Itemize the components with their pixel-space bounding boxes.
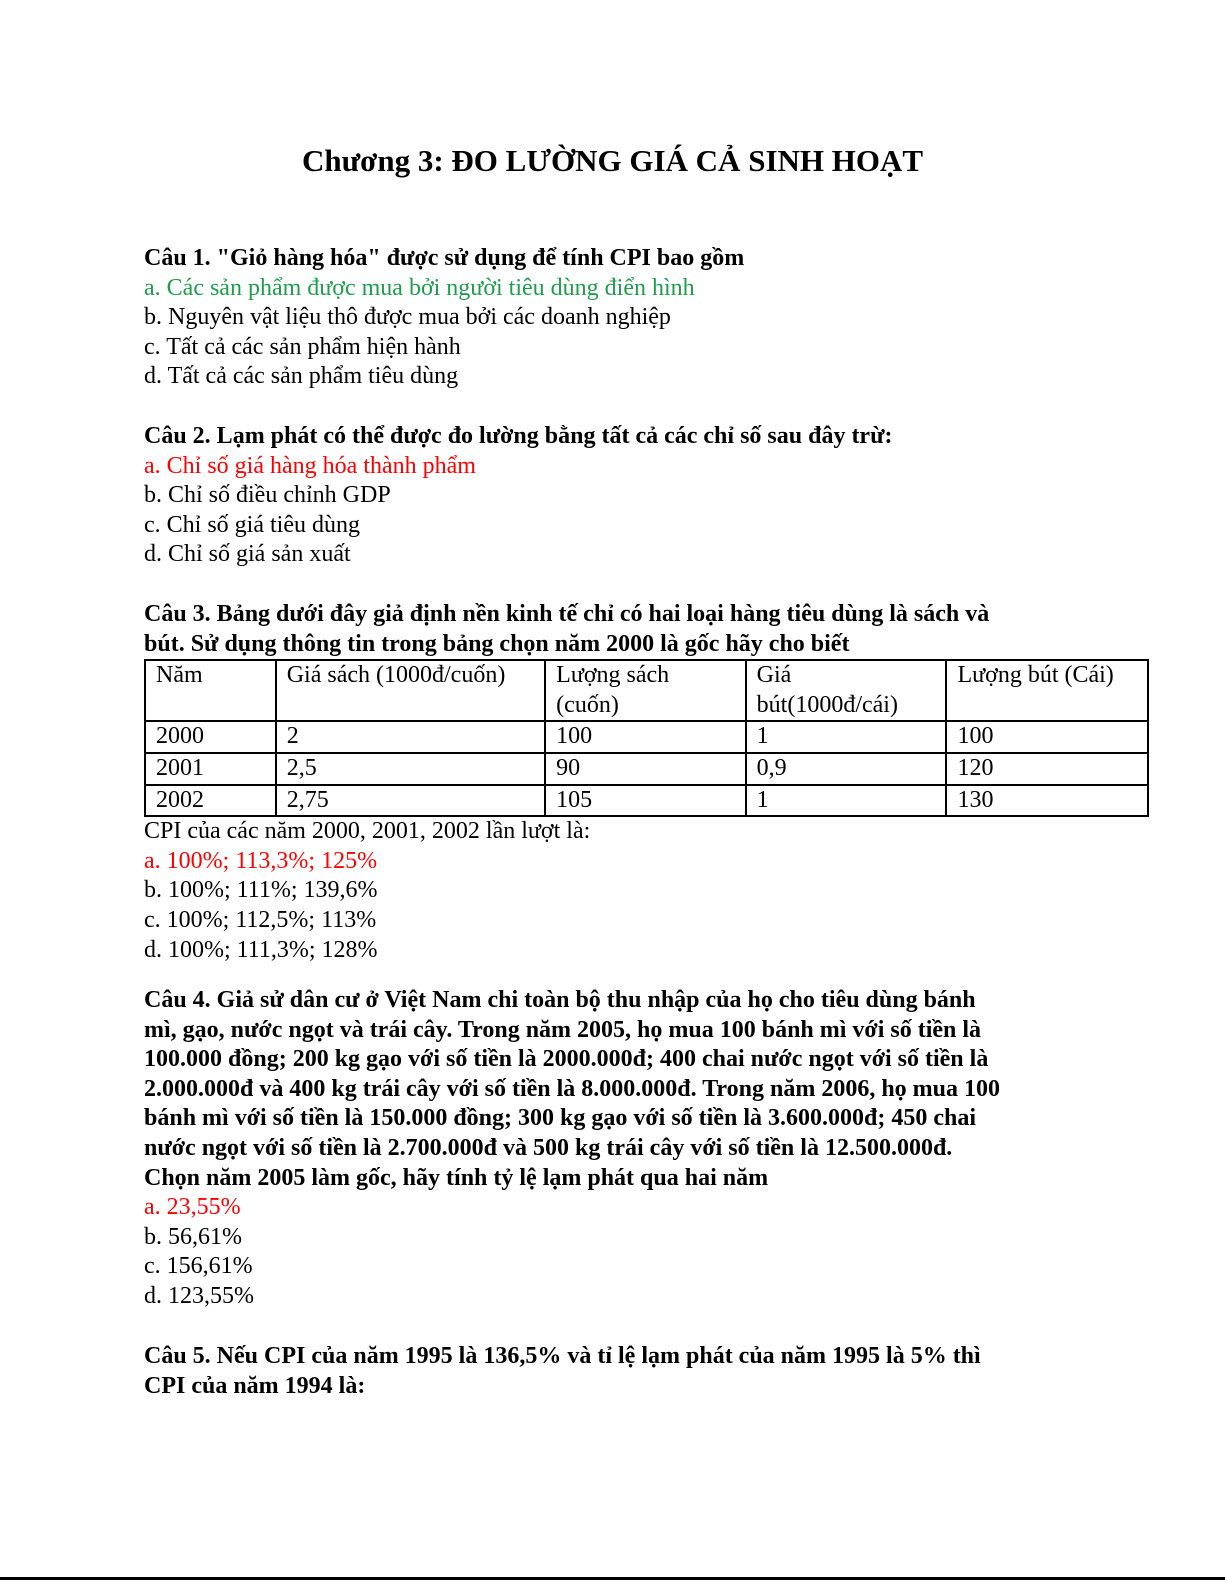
question-4-option-d: d. 123,55% — [144, 1282, 254, 1309]
header-year: Năm — [145, 660, 276, 721]
question-4-prompt-line: mì, gạo, nước ngọt và trái cây. Trong năm 2005, họ mua 100 bánh mì với số tiền là — [144, 1016, 982, 1043]
page-bottom-rule — [0, 1577, 1225, 1580]
question-1-option-b: b. Nguyên vật liệu thô được mua bởi các doanh nghiệp — [144, 304, 671, 331]
question-2-option-c: c. Chỉ số giá tiêu dùng — [144, 511, 360, 538]
question-1-option-c: c. Tất cả các sản phẩm hiện hành — [144, 333, 461, 360]
table-cell: 2002 — [145, 785, 276, 817]
table-cell: 105 — [545, 785, 745, 817]
question-4-prompt-line: 100.000 đồng; 200 kg gạo với số tiền là 2000.000đ; 400 chai nước ngọt với số tiền là — [144, 1046, 989, 1073]
question-4-prompt-line: 2.000.000đ và 400 kg trái cây với số tiền là 8.000.000đ. Trong năm 2006, họ mua 100 — [144, 1075, 1001, 1102]
question-4-prompt-line: Chọn năm 2005 làm gốc, hãy tính tỷ lệ lạm phát qua hai năm — [144, 1164, 769, 1191]
question-4-option-b: b. 56,61% — [144, 1223, 242, 1250]
table-cell: 120 — [946, 753, 1148, 785]
table-cell: 2000 — [145, 721, 276, 753]
question-5-prompt-line: CPI của năm 1994 là: — [144, 1372, 366, 1399]
question-1-option-a: a. Các sản phẩm được mua bởi người tiêu dùng điển hình — [144, 274, 695, 301]
header-pen-price: Giá bút(1000đ/cái) — [746, 660, 947, 721]
table-cell: 130 — [946, 785, 1148, 817]
question-3-option-d: d. 100%; 111,3%; 128% — [144, 936, 378, 963]
question-1-option-d: d. Tất cả các sản phẩm tiêu dùng — [144, 363, 459, 390]
question-4-option-a: a. 23,55% — [144, 1194, 241, 1221]
question-1 — [144, 244, 1080, 392]
question-3-after-table: CPI của các năm 2000, 2001, 2002 lần lượt là: — [144, 818, 591, 845]
question-3-prompt-line-2: bút. Sử dụng thông tin trong bảng chọn năm 2000 là gốc hãy cho biết — [144, 630, 850, 657]
question-4-prompt-line: nước ngọt với số tiền là 2.700.000đ và 500 kg trái cây với số tiền là 12.500.000đ. — [144, 1134, 953, 1161]
question-3-option-b: b. 100%; 111%; 139,6% — [144, 877, 378, 904]
price-quantity-table — [144, 659, 1149, 817]
table-cell: 2,5 — [276, 753, 545, 785]
table-cell: 100 — [545, 721, 745, 753]
table-row — [145, 753, 1148, 785]
table-cell: 100 — [946, 721, 1148, 753]
table-cell: 1 — [746, 785, 947, 817]
question-1-prompt: Câu 1. "Giỏ hàng hóa" được sử dụng để tính CPI bao gồm — [144, 245, 745, 271]
header-book-price: Giá sách (1000đ/cuốn) — [276, 660, 545, 721]
question-4 — [144, 986, 1068, 1312]
table-cell: 0,9 — [746, 753, 947, 785]
question-4-prompt-line: Câu 4. Giả sử dân cư ở Việt Nam chi toàn bộ thu nhập của họ cho tiêu dùng bánh — [144, 987, 976, 1013]
question-2-option-a: a. Chỉ số giá hàng hóa thành phẩm — [144, 452, 476, 479]
question-5-prompt-line: Câu 5. Nếu CPI của năm 1995 là 136,5% và tỉ lệ lạm phát của năm 1995 là 5% thì — [144, 1343, 981, 1369]
question-3-option-c: c. 100%; 112,5%; 113% — [144, 906, 377, 933]
page-title: Chương 3: ĐO LƯỜNG GIÁ CẢ SINH HOẠT — [301, 143, 924, 178]
question-2-prompt: Câu 2. Lạm phát có thể được đo lường bằng tất cả các chỉ số sau đây trừ: — [144, 423, 893, 449]
question-4-prompt-line: bánh mì với số tiền là 150.000 đồng; 300 kg gạo với số tiền là 3.600.000đ; 450 chai — [144, 1105, 976, 1132]
table-cell: 2 — [276, 721, 545, 753]
question-3-prompt-line-1: Câu 3. Bảng dưới đây giả định nền kinh tế chỉ có hai loại hàng tiêu dùng là sách và — [144, 601, 990, 627]
header-pen-quantity: Lượng bút (Cái) — [946, 660, 1148, 721]
table-cell: 1 — [746, 721, 947, 753]
table-cell: 2,75 — [276, 785, 545, 817]
question-4-option-c: c. 156,61% — [144, 1253, 253, 1280]
table-header-row — [145, 660, 1148, 721]
header-book-quantity: Lượng sách (cuốn) — [545, 660, 745, 721]
question-5 — [144, 1342, 1068, 1401]
table-row — [145, 721, 1148, 753]
question-2-option-b: b. Chỉ số điều chỉnh GDP — [144, 482, 391, 509]
table-row — [145, 785, 1148, 817]
question-2 — [144, 422, 1080, 570]
question-3-option-a: a. 100%; 113,3%; 125% — [144, 847, 378, 874]
question-2-option-d: d. Chỉ số giá sản xuất — [144, 541, 351, 568]
table-cell: 2001 — [145, 753, 276, 785]
question-3 — [144, 600, 1154, 965]
table-cell: 90 — [545, 753, 745, 785]
